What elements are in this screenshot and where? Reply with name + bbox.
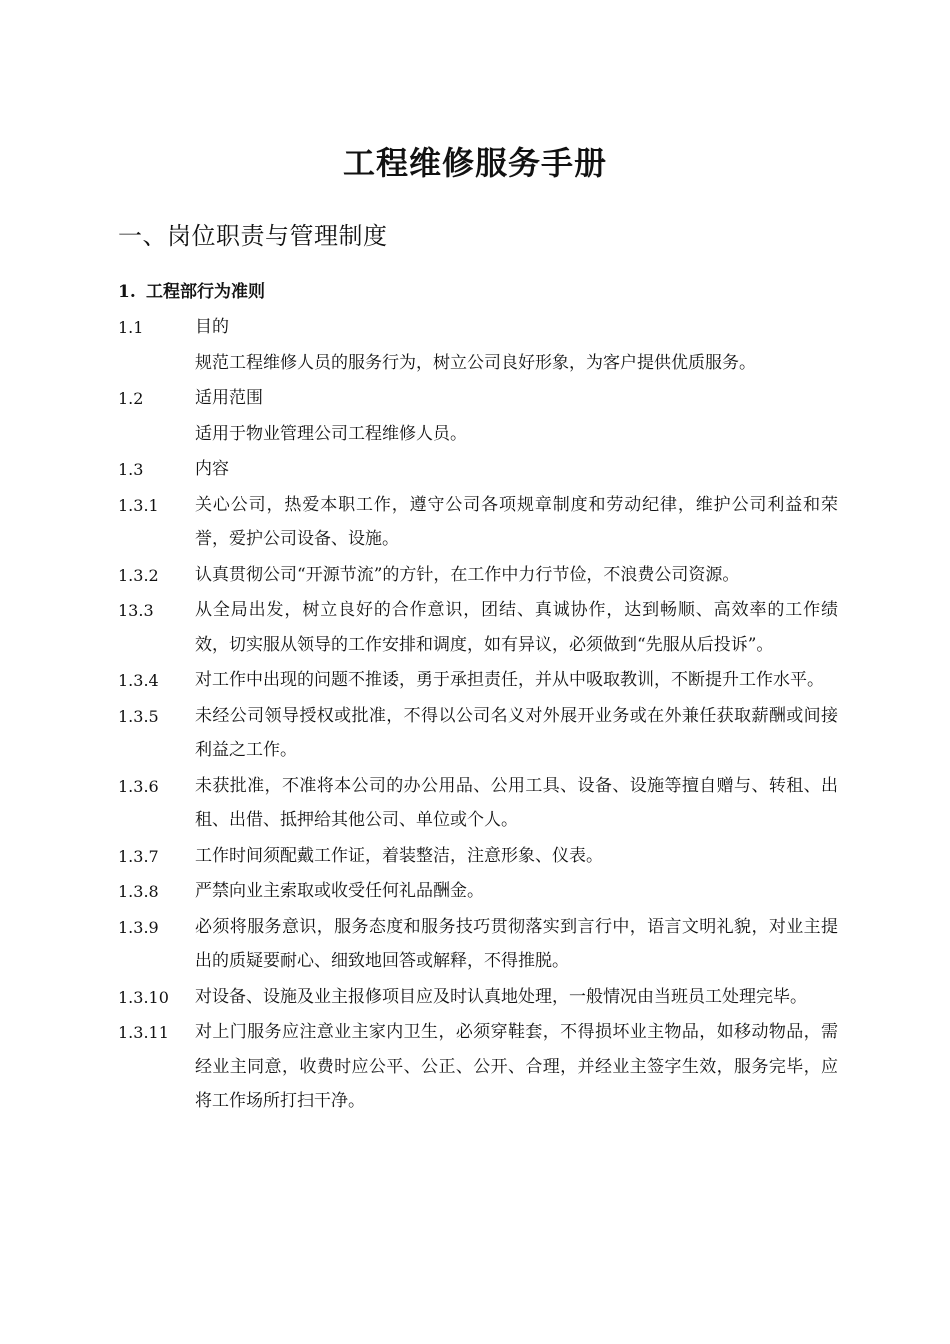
list-item — [118, 1015, 838, 1119]
item-text: 目的 — [195, 317, 229, 337]
list-item — [118, 699, 838, 768]
list-item — [118, 417, 838, 452]
subsection-number: 1. — [118, 282, 136, 302]
list-item — [118, 769, 838, 838]
item-text: 内容 — [195, 459, 229, 479]
list-item — [118, 874, 838, 909]
item-text: 规范工程维修人员的服务行为，树立公司良好形象，为客户提供优质服务。 — [195, 352, 756, 373]
list-item — [118, 980, 838, 1015]
item-number: 1.3.8 — [118, 882, 159, 901]
item-number: 1.3.6 — [118, 776, 159, 796]
subsection-title: 工程部行为准则 — [146, 282, 265, 302]
item-text: 未获批准，不准将本公司的办公用品、公用工具、设备、设施等擅自赠与、转租、出租、出借、抵押给其他公司、单位或个人。 — [195, 775, 838, 830]
item-text: 适用范围 — [195, 388, 263, 408]
item-number: 1.3.11 — [118, 1023, 169, 1042]
item-text: 对工作中出现的问题不推诿，勇于承担责任，并从中吸取教训，不断提升工作水平。 — [195, 670, 824, 690]
item-number: 1.3.7 — [118, 846, 159, 866]
item-number: 1.2 — [118, 389, 144, 408]
item-number: 1.3.9 — [118, 917, 159, 937]
list-item — [118, 558, 838, 593]
item-number: 1.3.5 — [118, 706, 159, 726]
item-number: 1.3.1 — [118, 495, 159, 515]
item-number: 1.1 — [118, 318, 144, 337]
item-text: 关心公司，热爱本职工作，遵守公司各项规章制度和劳动纪律，维护公司利益和荣誉，爱护公司设备、设施。 — [195, 494, 838, 549]
item-number: 1.3 — [118, 460, 144, 479]
list-item — [118, 310, 838, 345]
list-item — [118, 910, 838, 979]
item-text: 工作时间须配戴工作证，着装整洁，注意形象、仪表。 — [195, 845, 603, 866]
item-number: 1.3.2 — [118, 565, 159, 585]
item-text: 对设备、设施及业主报修项目应及时认真地处理，一般情况由当班员工处理完毕。 — [195, 986, 807, 1007]
list-item — [118, 593, 838, 662]
item-text: 必须将服务意识，服务态度和服务技巧贯彻落实到言行中，语言文明礼貌，对业主提出的质疑要耐心、细致地回答或解释，不得推脱。 — [195, 916, 838, 971]
item-text: 严禁向业主索取或收受任何礼品酬金。 — [195, 881, 484, 901]
list-item — [118, 839, 838, 874]
list-item — [118, 381, 838, 416]
section-heading: 一、岗位职责与管理制度 — [118, 222, 388, 250]
item-text: 对上门服务应注意业主家内卫生，必须穿鞋套，不得损坏业主物品，如移动物品，需经业主同意，收费时应公平、公正、公开、合理，并经业主签字生效，服务完毕，应将工作场所打扫干净。 — [195, 1022, 838, 1111]
item-text: 从全局出发，树立良好的合作意识，团结、真诚协作，达到畅顺、高效率的工作绩效，切实服从领导的工作安排和调度，如有异议，必须做到“先服从后投诉”。 — [195, 600, 838, 655]
list-item — [118, 346, 838, 381]
list-item — [118, 663, 838, 698]
list-item — [118, 452, 838, 487]
item-number: 1.3.4 — [118, 671, 159, 690]
item-text: 适用于物业管理公司工程维修人员。 — [195, 423, 467, 444]
item-text: 未经公司领导授权或批准，不得以公司名义对外展开业务或在外兼任获取薪酬或间接利益之工作。 — [195, 705, 838, 760]
item-number: 13.3 — [118, 601, 154, 620]
rules-list — [118, 310, 838, 1120]
item-text: 认真贯彻公司“开源节流”的方针，在工作中力行节俭，不浪费公司资源。 — [195, 564, 740, 585]
list-item — [118, 488, 838, 557]
item-number: 1.3.10 — [118, 987, 169, 1007]
document-title: 工程维修服务手册 — [342, 144, 607, 182]
subsection-heading — [118, 278, 265, 306]
